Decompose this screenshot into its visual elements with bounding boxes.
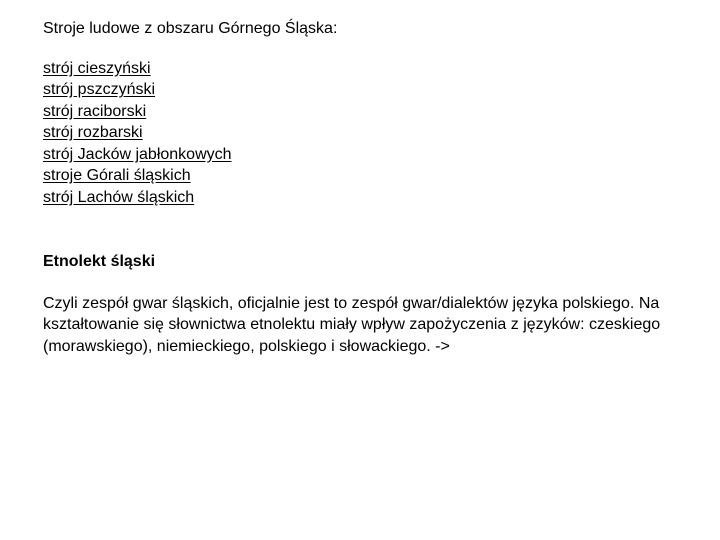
costume-link-raciborski[interactable]: strój raciborski <box>43 102 147 120</box>
costume-link-lachow-slaskich[interactable]: strój Lachów śląskich <box>43 188 195 206</box>
costume-link-jackow-jablonkowych[interactable]: strój Jacków jabłonkowych <box>43 145 232 163</box>
costume-link-cieszynski[interactable]: strój cieszyński <box>43 59 151 77</box>
slide-content <box>43 18 683 357</box>
costume-link-pszczynski[interactable]: strój pszczyński <box>43 81 156 98</box>
costume-link-rozbarski[interactable]: strój rozbarski <box>43 124 143 141</box>
list-item <box>43 122 683 144</box>
costume-link-gorali-slaskich[interactable]: stroje Górali śląskich <box>43 167 191 184</box>
list-item <box>43 79 683 101</box>
list-item <box>43 187 683 209</box>
section-heading: Etnolekt śląski <box>43 253 156 270</box>
list-item <box>43 165 683 187</box>
costume-list <box>43 58 683 209</box>
etnolekt-paragraph: Czyli zespół gwar śląskich, oficjalnie jest to zespół gwar/dialektów języka polskiego. Na kształtowanie się słownictwa etnolektu miały wpływ zapożyczenia z języków: czeskiego (morawskiego), niemieckiego, polskiego i słowackiego. -> <box>43 294 661 355</box>
intro-text: Stroje ludowe z obszaru Górnego Śląska: <box>43 20 338 37</box>
list-item <box>43 144 683 166</box>
list-item <box>43 58 683 80</box>
list-item <box>43 101 683 123</box>
